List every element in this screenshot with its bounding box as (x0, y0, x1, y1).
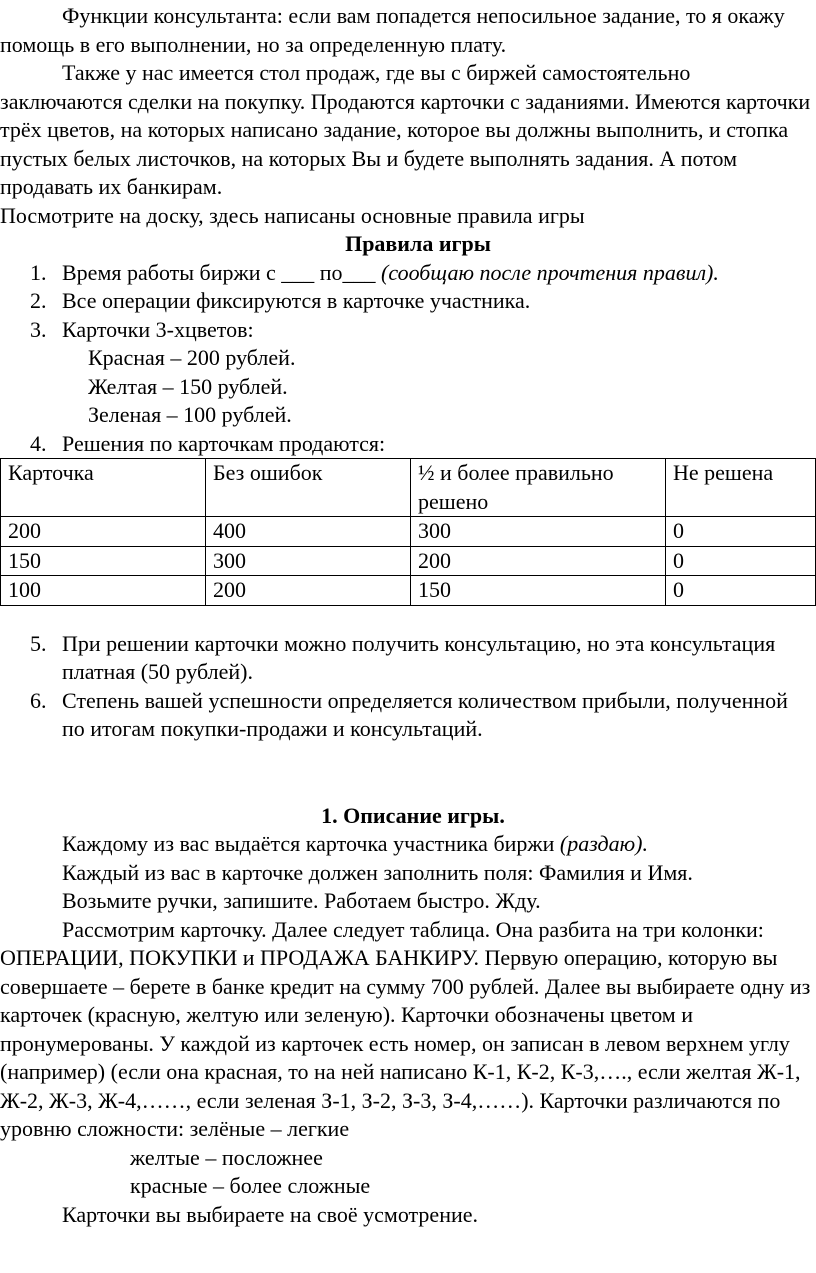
section-paragraph-card (0, 830, 816, 859)
prices-table (0, 458, 816, 606)
table-cell: 0 (666, 546, 816, 576)
rule-number: 2. (30, 288, 47, 313)
rules-title: Правила игры (345, 231, 491, 256)
table-cell: 150 (1, 546, 206, 576)
rule-item-3 (0, 316, 816, 345)
section-paragraph-card-details: Рассмотрим карточку. Далее следует таблица. Она разбита на три колонки: ОПЕРАЦИИ, ПОКУПКИ и ПРОДАЖА БАНКИРУ. Первую операцию, которую вы совершаете – берете в банке кредит на сумму 700 рублей. Далее вы выбираете одну из карточек (красную, желтую или зеленую). Карточки обозначены цветом и пронумерованы. У каждой из карточек есть номер, он записан в левом верхнем углу (например) (если она красная, то на ней написано К-1, К-2, К-3,…., если желтая Ж-1, Ж-2, Ж-3, Ж-4,……, если зеленая З-1, З-2, З-3, З-4,……). Карточки различаются по уровню сложности: зелёные – легкие (0, 916, 811, 1141)
table-cell: 150 (411, 576, 666, 606)
rule-item-2 (0, 287, 816, 316)
document-page (0, 2, 816, 1229)
intro-paragraph-sales-table: Также у нас имеется стол продаж, где вы с биржей самостоятельно заключаются сделки на покупку. Продаются карточки с заданиями. Имеются карточки трёх цветов, на которых написано задание, которое вы должны выполнить, и стопка пустых белых листочков, на которых Вы и будете выполнять задания. А потом продавать их банкирам. (0, 60, 811, 199)
table-cell: 0 (666, 517, 816, 547)
rule-item-1 (0, 259, 816, 288)
section-title: 1. Описание игры. (321, 802, 505, 828)
table-cell: 400 (206, 517, 411, 547)
rule-number: 3. (30, 316, 47, 342)
rule-text: Время работы биржи с ___ по___ (62, 259, 382, 285)
intro-paragraph-board: Посмотрите на доску, здесь написаны основные правила игры (0, 202, 585, 228)
table-row (1, 576, 816, 606)
paragraph-text: Каждому из вас выдаётся карточка участника биржи (62, 831, 560, 856)
rule-text: Решения по карточкам продаются: (62, 430, 386, 456)
rule-item-6 (0, 687, 816, 744)
table-cell: 300 (411, 517, 666, 547)
section-paragraph-fields: Каждый из вас в карточке должен заполнить поля: Фамилия и Имя. (62, 859, 693, 885)
rule-text: Степень вашей успешности определяется количеством прибыли, полученной по итогам покупки-продажи и консультаций. (62, 687, 788, 741)
table-header-cell: Без ошибок (206, 459, 411, 517)
difficulty-yellow: желтые – посложнее (130, 1144, 323, 1170)
rule-number: 4. (30, 430, 47, 456)
rule-text: Все операции фиксируются в карточке участника. (62, 288, 531, 313)
table-cell: 200 (411, 546, 666, 576)
table-header-cell: Карточка (1, 459, 206, 517)
rule-item-5 (0, 630, 816, 687)
section-paragraph-choice: Карточки вы выбираете на своё усмотрение. (62, 1201, 479, 1227)
table-cell: 300 (206, 546, 411, 576)
table-cell: 200 (1, 517, 206, 547)
table-row (1, 517, 816, 547)
section-paragraph-pens: Возьмите ручки, запишите. Работаем быстро. Жду. (62, 888, 541, 913)
table-header-cell: ½ и более правильно решено (411, 459, 666, 517)
rule-note: (сообщаю после прочтения правил). (381, 259, 719, 285)
table-cell: 100 (1, 576, 206, 606)
color-red: Красная – 200 рублей. (88, 345, 296, 370)
rule-number: 1. (30, 259, 47, 285)
table-header-cell: Не решена (666, 459, 816, 517)
color-green: Зеленая – 100 рублей. (88, 402, 292, 427)
color-yellow: Желтая – 150 рублей. (88, 373, 288, 399)
intro-paragraph-consultant: Функции консультанта: если вам попадется непосильное задание, то я окажу помощь в его выполнении, но за определенную плату. (0, 3, 785, 57)
table-row (1, 546, 816, 576)
table-cell: 0 (666, 576, 816, 606)
spacer (0, 744, 816, 802)
rule-number: 5. (30, 630, 47, 656)
rule-item-4 (0, 430, 816, 459)
rule-number: 6. (30, 687, 47, 713)
rule-text: Карточки 3-хцветов: (62, 316, 254, 342)
difficulty-red: красные – более сложные (130, 1173, 371, 1198)
spacer (0, 606, 816, 630)
rule-text: При решении карточки можно получить консультацию, но эта консультация платная (50 рублей). (62, 630, 776, 684)
table-cell: 200 (206, 576, 411, 606)
paragraph-note: (раздаю). (559, 831, 648, 856)
table-header-row (1, 459, 816, 517)
